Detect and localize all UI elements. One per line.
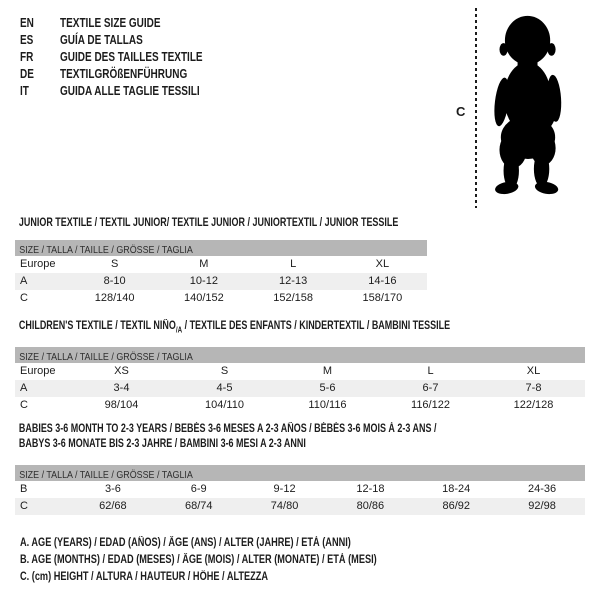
- language-title: TEXTILE SIZE GUIDE: [60, 16, 161, 30]
- table-row: [15, 397, 585, 414]
- table-row: [15, 290, 427, 307]
- language-title-list: [20, 15, 248, 100]
- language-row: [20, 49, 203, 66]
- language-code: DE: [20, 67, 34, 81]
- language-title: GUÍA DE TALLAS: [60, 33, 143, 47]
- language-title: GUIDA ALLE TAGLIE TESSILI: [60, 84, 200, 98]
- size-header-label: SIZE / TALLA / TAILLE / GRÖSSE / TAGLIA: [19, 351, 193, 364]
- size-cell: XL: [375, 258, 390, 270]
- language-code: FR: [20, 50, 34, 64]
- size-header-bar: [15, 240, 427, 256]
- table-row: [15, 363, 585, 380]
- row-label: C: [20, 292, 28, 304]
- table-row: [15, 256, 427, 273]
- toddler-silhouette-icon: [485, 7, 571, 205]
- language-code: EN: [20, 16, 34, 30]
- language-row: [20, 32, 203, 49]
- size-cell: L: [290, 258, 297, 270]
- size-cell: 12-13: [279, 275, 308, 287]
- table-title-text: / TEXTILE DES ENFANTS / KINDERTEXTIL / BAMBINI TESSILE: [182, 320, 451, 332]
- size-cell: 92/98: [528, 500, 556, 512]
- language-row: [20, 15, 203, 32]
- size-cell: 128/140: [94, 292, 135, 304]
- size-cell: 140/152: [183, 292, 224, 304]
- size-cell: 116/122: [411, 399, 450, 412]
- language-code: ES: [20, 33, 34, 47]
- size-cell: L: [427, 365, 434, 378]
- size-header-label: SIZE / TALLA / TAILLE / GRÖSSE / TAGLIA: [19, 244, 193, 256]
- size-cell: 110/116: [308, 399, 347, 412]
- table-title-subscript: /A: [175, 325, 183, 335]
- size-cell: S: [220, 365, 229, 378]
- size-cell: 4-5: [216, 382, 233, 395]
- childrens-textile-table: [15, 319, 585, 414]
- row-label: Europe: [20, 365, 56, 378]
- size-cell: 122/128: [513, 399, 554, 412]
- babies-textile-table: [15, 422, 585, 515]
- table-title: JUNIOR TEXTILE / TEXTIL JUNIOR/ TEXTILE JUNIOR / JUNIORTEXTIL / JUNIOR TESSILE: [18, 217, 399, 229]
- language-row: [20, 66, 203, 83]
- table-row: [15, 481, 585, 498]
- height-measure-label: C: [456, 104, 466, 119]
- language-title: GUIDE DES TAILLES TEXTILE: [60, 50, 203, 64]
- size-header-label: SIZE / TALLA / TAILLE / GRÖSSE / TAGLIA: [19, 469, 193, 481]
- table-row: [15, 273, 427, 290]
- size-cell: 62/68: [99, 500, 127, 512]
- size-cell: M: [322, 365, 333, 378]
- size-cell: 14-16: [368, 275, 397, 287]
- row-label: C: [20, 500, 28, 512]
- size-cell: 86/92: [442, 500, 470, 512]
- size-cell: S: [110, 258, 119, 270]
- size-cell: 98/104: [104, 399, 139, 412]
- table-title: [15, 422, 460, 452]
- size-cell: 5-6: [319, 382, 336, 395]
- size-cell: 3-4: [113, 382, 130, 395]
- size-cell: M: [199, 258, 209, 270]
- table-title-line2: BABYS 3-6 MONATE BIS 2-3 JAHRE / BAMBINI 3-6 MESI A 2-3 ANNI: [18, 438, 306, 450]
- size-cell: 6-9: [190, 483, 207, 495]
- footnote-line: B. AGE (MONTHS) / EDAD (MESES) / ÂGE (MOIS) / ALTER (MONATE) / ETÀ (MESI): [20, 554, 377, 566]
- row-label: A: [20, 275, 28, 287]
- footnote-line: C. (cm) HEIGHT / ALTURA / HAUTEUR / HÖHE / ALTEZZA: [20, 571, 269, 583]
- row-label: A: [20, 382, 28, 395]
- size-cell: 24-36: [527, 483, 557, 495]
- table-row: [15, 380, 585, 397]
- language-row: [20, 83, 203, 100]
- table-title: [15, 319, 460, 337]
- size-cell: 12-18: [356, 483, 385, 495]
- language-title: TEXTILGRÖßENFÜHRUNG: [60, 67, 188, 81]
- footnote-line: A. AGE (YEARS) / EDAD (AÑOS) / ÂGE (ANS) / ALTER (JAHRE) / ETÀ (ANNI): [20, 537, 351, 549]
- footnotes: [20, 535, 466, 586]
- size-cell: 10-12: [189, 275, 218, 287]
- row-label: Europe: [20, 258, 56, 270]
- size-cell: 3-6: [104, 483, 121, 495]
- size-cell: XS: [114, 365, 129, 378]
- size-cell: 68/74: [184, 500, 213, 512]
- size-cell: 158/170: [362, 292, 403, 304]
- row-label: B: [20, 483, 28, 495]
- size-cell: 18-24: [442, 483, 471, 495]
- junior-textile-table: [15, 216, 427, 307]
- size-cell: 80/86: [356, 500, 385, 512]
- size-cell: 8-10: [103, 275, 126, 287]
- size-cell: 152/158: [273, 292, 313, 304]
- size-header-bar: [15, 465, 585, 481]
- row-label: C: [20, 399, 28, 412]
- size-cell: 9-12: [273, 483, 296, 495]
- language-code: IT: [20, 84, 29, 98]
- height-measure-dashed-line: [475, 8, 477, 208]
- table-row: [15, 498, 585, 515]
- size-cell: 74/80: [270, 500, 299, 512]
- table-title-text: CHILDREN'S TEXTILE / TEXTIL NIÑO: [18, 320, 176, 332]
- size-cell: 6-7: [422, 382, 439, 395]
- size-header-bar: [15, 347, 585, 363]
- table-title-line1: BABIES 3-6 MONTH TO 2-3 YEARS / BEBÉS 3-6 MESES A 2-3 AÑOS / BÉBÉS 3-6 MOIS À 2-3 ANS /: [18, 423, 437, 435]
- size-cell: XL: [526, 365, 541, 378]
- size-cell: 7-8: [525, 382, 542, 395]
- size-cell: 104/110: [205, 399, 244, 412]
